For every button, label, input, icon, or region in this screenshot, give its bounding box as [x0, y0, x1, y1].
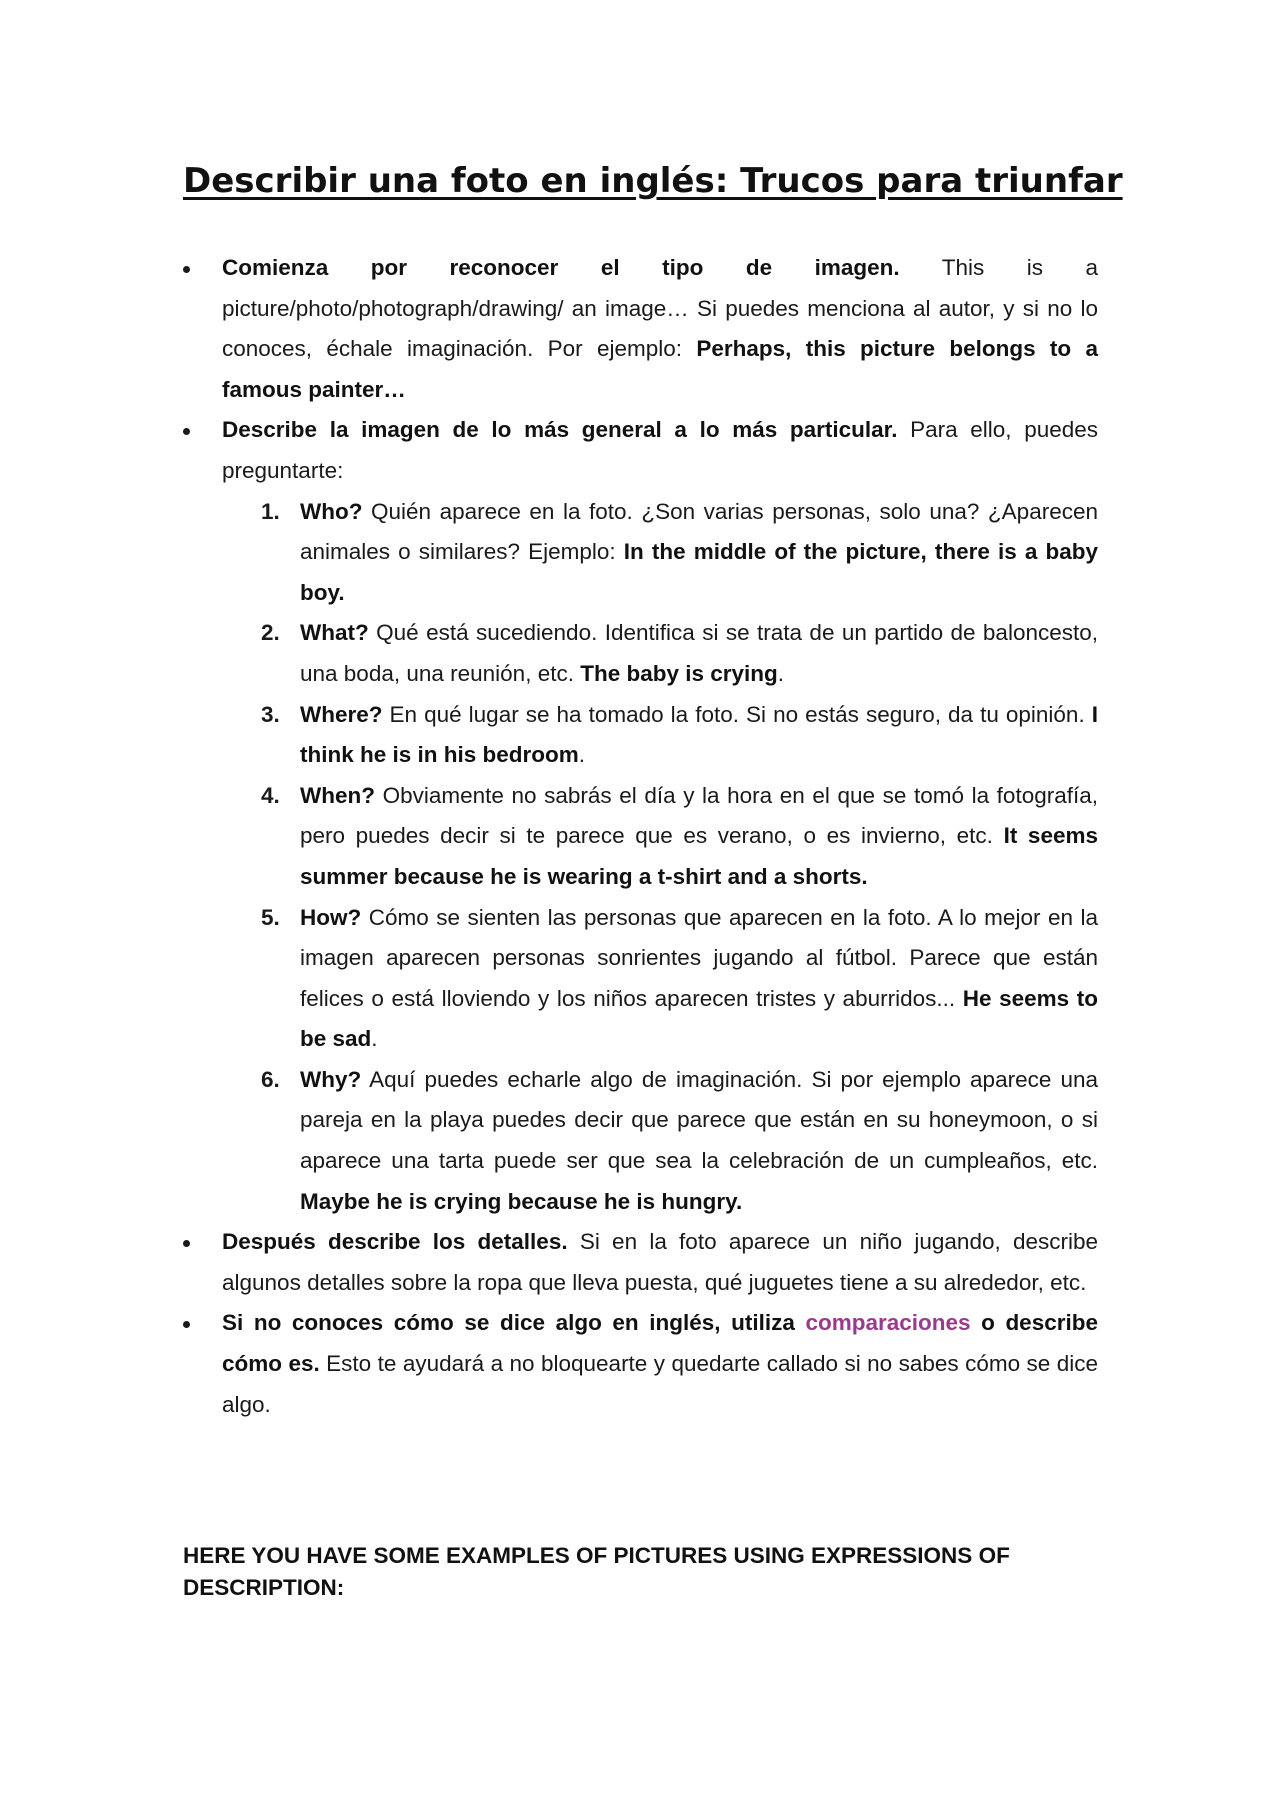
question-label: What?: [300, 620, 369, 646]
question-text: Obviamente no sabrás el día y la hora en el que se tomó la fotografía, pero puedes decir si te parece que es verano, o es invierno, etc.: [300, 782, 1098, 849]
list-item: [183, 410, 1098, 1222]
question-item: [222, 492, 1098, 614]
tip-text: Si en la foto aparece un niño jugando, describe algunos detalles sobre la ropa que lleva puesta, qué juguetes tiene a su alrededor, etc.: [222, 1229, 1098, 1295]
question-text: Qué está sucediendo. Identifica si se trata de un partido de baloncesto, una boda, una reunión, etc.: [300, 620, 1098, 686]
tip-example: Perhaps, this picture belongs to a famous painter…: [222, 336, 1098, 402]
bullet-icon: [183, 428, 190, 435]
page-title: Describir una foto en inglés: Trucos para triunfar: [183, 161, 1123, 201]
list-item: [183, 1222, 1098, 1303]
question-suffix: .: [578, 742, 586, 768]
question-label: When?: [300, 782, 375, 808]
question-example: In the middle of the picture, there is a baby boy.: [300, 539, 1098, 605]
step-number: 5.: [261, 904, 280, 930]
tip-heading: Después describe los detalles.: [222, 1229, 568, 1255]
step-number: 3.: [261, 701, 280, 727]
question-label: Where?: [300, 701, 383, 727]
tip-text: Esto te ayudará a no bloquearte y quedarte callado si no sabes cómo se dice algo.: [222, 1351, 1098, 1417]
comparaciones-link[interactable]: comparaciones: [805, 1310, 971, 1336]
question-label: Why?: [300, 1066, 362, 1092]
question-suffix: .: [777, 660, 785, 686]
examples-heading: HERE YOU HAVE SOME EXAMPLES OF PICTURES USING EXPRESSIONS OF DESCRIPTION:: [183, 1543, 1010, 1600]
list-item: [183, 1303, 1098, 1425]
question-label: How?: [300, 904, 362, 930]
question-item: [222, 695, 1098, 776]
question-example: Maybe he is crying because he is hungry.: [300, 1188, 743, 1214]
question-text: En qué lugar se ha tomado la foto. Si no estás seguro, da tu opinión.: [382, 701, 1092, 727]
tip-heading: Si no conoces cómo se dice algo en inglés, utiliza: [222, 1310, 806, 1336]
step-number: 6.: [261, 1066, 280, 1092]
bullet-icon: [183, 266, 190, 273]
question-item: [222, 1060, 1098, 1222]
tip-heading: Describe la imagen de lo más general a lo más particular.: [222, 417, 898, 443]
question-item: [222, 776, 1098, 898]
step-number: 4.: [261, 782, 280, 808]
question-item: [222, 613, 1098, 694]
tip-text: This is a picture/photo/photograph/drawing/ an image… Si puedes menciona al autor, y si no lo conoces, échale imaginación. Por ejemplo:: [222, 255, 1098, 362]
bullet-icon: [183, 1240, 190, 1247]
step-number: 1.: [261, 498, 280, 524]
question-item: [222, 898, 1098, 1060]
tip-heading-continued: o describe cómo es.: [222, 1310, 1098, 1377]
questions-list: [222, 492, 1098, 1223]
document-body: [183, 248, 1098, 1425]
question-text: Aquí puedes echarle algo de imaginación. Si por ejemplo aparece una pareja en la playa puedes decir que parece que están en su honeymoon, o si aparece una tarta puede ser que sea la celebración de un cumpleaños, etc.: [300, 1066, 1098, 1174]
list-item: [183, 248, 1098, 410]
question-example: I think he is in his bedroom: [300, 701, 1098, 768]
question-example: He seems to be sad: [300, 985, 1098, 1052]
question-example: The baby is crying: [580, 660, 778, 686]
question-text: Cómo se sienten las personas que aparecen en la foto. A lo mejor en la imagen aparecen personas sonrientes jugando al fútbol. Parece que están felices o está lloviendo y los niños aparecen tristes y aburridos...: [300, 904, 1098, 1011]
question-example: It seems summer because he is wearing a t-shirt and a shorts.: [300, 823, 1098, 889]
question-text: Quién aparece en la foto. ¿Son varias personas, solo una? ¿Aparecen animales o similares? Ejemplo:: [300, 498, 1098, 565]
question-label: Who?: [300, 498, 363, 524]
bullet-icon: [183, 1321, 190, 1328]
question-suffix: .: [371, 1026, 378, 1052]
tips-list: [183, 248, 1098, 1425]
tip-text: Para ello, puedes preguntarte:: [222, 417, 1099, 483]
step-number: 2.: [261, 620, 280, 646]
tip-heading: Comienza por reconocer el tipo de imagen.: [222, 255, 900, 280]
